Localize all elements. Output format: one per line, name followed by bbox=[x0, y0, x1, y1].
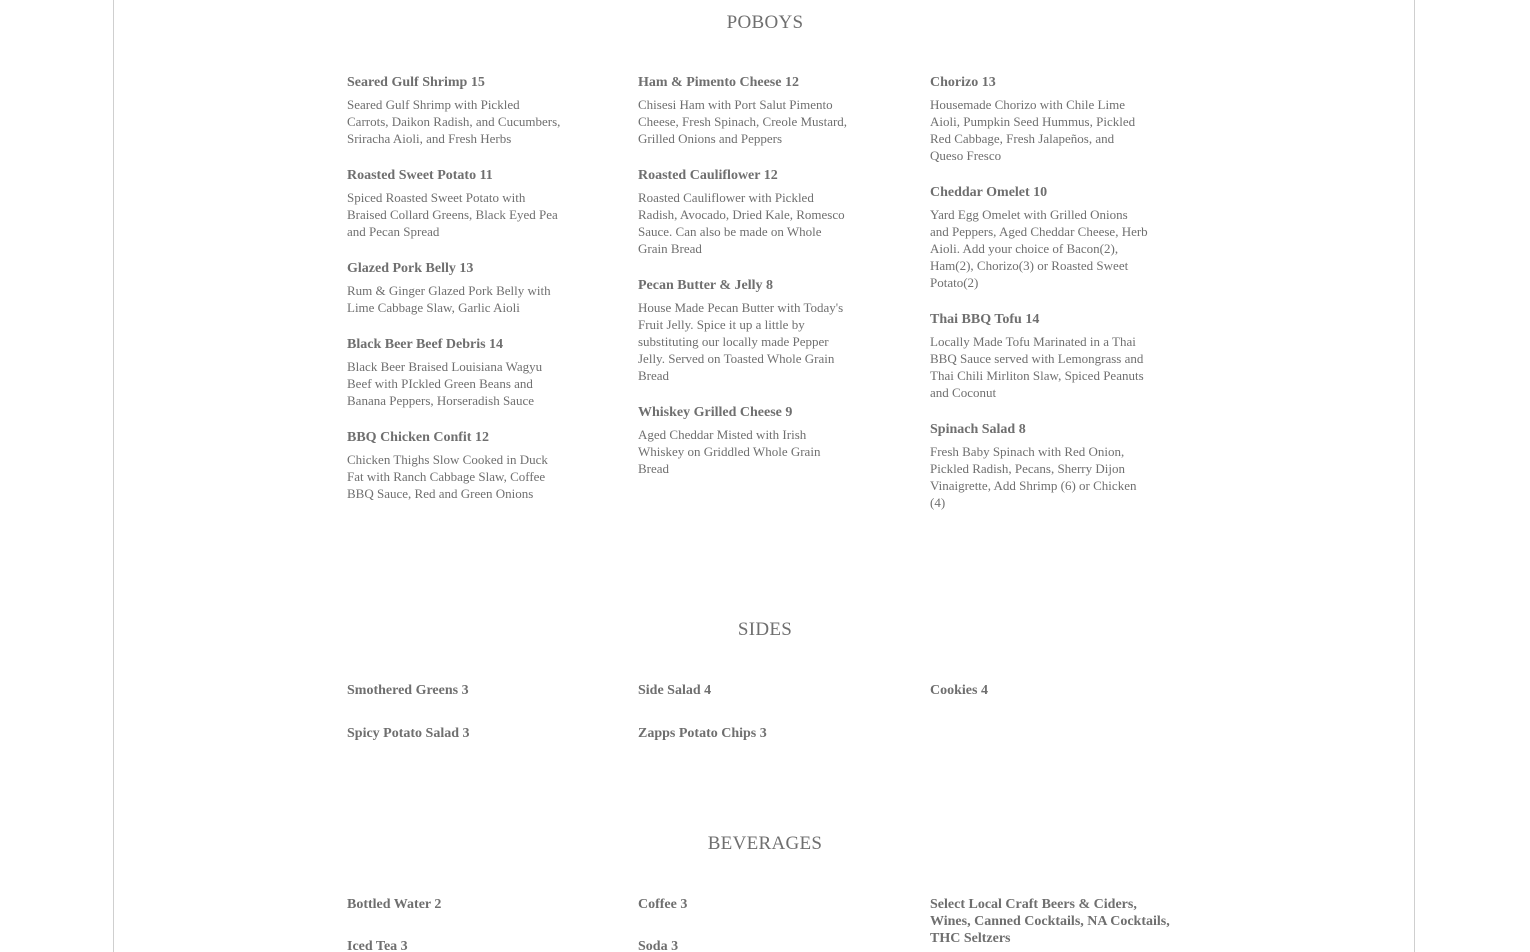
item-description: Spiced Roasted Sweet Potato with Braised Collard Greens, Black Eyed Pea and Pecan Spread bbox=[347, 190, 558, 239]
menu-item bbox=[638, 896, 860, 913]
item-name: Bottled Water 2 bbox=[347, 897, 442, 912]
poboys-column-1 bbox=[347, 74, 563, 522]
item-name: Cookies 4 bbox=[930, 683, 988, 698]
poboys-heading: POBOYS bbox=[726, 12, 804, 33]
item-name: Side Salad 4 bbox=[638, 683, 712, 698]
menu-item bbox=[638, 277, 854, 384]
item-name: BBQ Chicken Confit 12 bbox=[347, 430, 489, 445]
item-description: Fresh Baby Spinach with Red Onion, Pickled Radish, Pecans, Sherry Dijon Vinaigrette, Add Shrimp (6) or Chicken (4) bbox=[930, 444, 1137, 510]
item-name: Roasted Sweet Potato 11 bbox=[347, 168, 493, 183]
poboys-column-2 bbox=[638, 74, 854, 497]
item-description: Housemade Chorizo with Chile Lime Aioli, Pumpkin Seed Hummus, Pickled Red Cabbage, Fresh Jalapeños, and Queso Fresco bbox=[930, 97, 1136, 163]
item-description: Roasted Cauliflower with Pickled Radish, Avocado, Dried Kale, Romesco Sauce. Can also be made on Whole Grain Bread bbox=[638, 190, 845, 256]
item-name: Select Local Craft Beers & Ciders, Wines, Canned Cocktails, NA Cocktails, THC Seltzers bbox=[930, 897, 1170, 946]
item-name: Thai BBQ Tofu 14 bbox=[930, 312, 1040, 327]
item-name: Zapps Potato Chips 3 bbox=[638, 726, 767, 741]
item-name: Seared Gulf Shrimp 15 bbox=[347, 75, 485, 90]
item-description: Seared Gulf Shrimp with Pickled Carrots, Daikon Radish, and Cucumbers, Sriracha Aioli, and Fresh Herbs bbox=[347, 97, 561, 146]
menu-item bbox=[930, 896, 1180, 947]
menu-item bbox=[930, 184, 1148, 291]
menu-item bbox=[347, 725, 569, 742]
menu-item bbox=[638, 74, 854, 147]
item-description: Rum & Ginger Glazed Pork Belly with Lime Cabbage Slaw, Garlic Aioli bbox=[347, 283, 551, 315]
menu-item bbox=[930, 682, 1152, 699]
menu-item bbox=[347, 682, 569, 699]
sides-column-1 bbox=[347, 682, 569, 768]
item-name: Roasted Cauliflower 12 bbox=[638, 168, 778, 183]
menu-item bbox=[347, 429, 563, 502]
menu-item bbox=[638, 167, 854, 257]
item-description: Chicken Thighs Slow Cooked in Duck Fat with Ranch Cabbage Slaw, Coffee BBQ Sauce, Red and Green Onions bbox=[347, 452, 548, 501]
item-name: Chorizo 13 bbox=[930, 75, 996, 90]
item-name: Iced Tea 3 bbox=[347, 939, 408, 952]
poboys-column-3 bbox=[930, 74, 1148, 531]
menu-item bbox=[638, 725, 860, 742]
sides-column-3 bbox=[930, 682, 1152, 725]
menu-item bbox=[347, 260, 563, 316]
menu-item bbox=[638, 938, 860, 952]
item-name: Spinach Salad 8 bbox=[930, 422, 1026, 437]
item-name: Glazed Pork Belly 13 bbox=[347, 261, 474, 276]
item-name: Cheddar Omelet 10 bbox=[930, 185, 1048, 200]
sides-heading: SIDES bbox=[737, 619, 793, 640]
beverages-column-3 bbox=[930, 896, 1180, 952]
item-name: Whiskey Grilled Cheese 9 bbox=[638, 405, 793, 420]
item-name: Pecan Butter & Jelly 8 bbox=[638, 278, 774, 293]
item-description: House Made Pecan Butter with Today's Fruit Jelly. Spice it up a little by substituting our locally made Pepper Jelly. Served on Toasted Whole Grain Bread bbox=[638, 300, 844, 383]
menu-item bbox=[638, 682, 860, 699]
menu-item bbox=[347, 896, 569, 913]
menu-item bbox=[347, 336, 563, 409]
beverages-heading: BEVERAGES bbox=[707, 833, 823, 854]
menu-item bbox=[930, 421, 1148, 511]
beverages-column-1 bbox=[347, 896, 569, 952]
menu-item bbox=[930, 74, 1148, 164]
sides-column-2 bbox=[638, 682, 860, 768]
item-name: Coffee 3 bbox=[638, 897, 688, 912]
item-description: Black Beer Braised Louisiana Wagyu Beef with PIckled Green Beans and Banana Peppers, Horseradish Sauce bbox=[347, 359, 543, 408]
menu-item bbox=[638, 404, 854, 477]
item-name: Spicy Potato Salad 3 bbox=[347, 726, 470, 741]
item-description: Chisesi Ham with Port Salut Pimento Cheese, Fresh Spinach, Creole Mustard, Grilled Onions and Peppers bbox=[638, 97, 848, 146]
item-description: Yard Egg Omelet with Grilled Onions and Peppers, Aged Cheddar Cheese, Herb Aioli. Add your choice of Bacon(2), Ham(2), Chorizo(3) or Roasted Sweet Potato(2) bbox=[930, 207, 1148, 290]
item-name: Soda 3 bbox=[638, 939, 679, 952]
item-description: Locally Made Tofu Marinated in a Thai BBQ Sauce served with Lemongrass and Thai Chili Mirliton Slaw, Spiced Peanuts and Coconut bbox=[930, 334, 1144, 400]
menu-item bbox=[347, 74, 563, 147]
item-name: Smothered Greens 3 bbox=[347, 683, 469, 698]
item-name: Ham & Pimento Cheese 12 bbox=[638, 75, 799, 90]
menu-item bbox=[347, 167, 563, 240]
menu-item bbox=[347, 938, 569, 952]
item-description: Aged Cheddar Misted with Irish Whiskey on Griddled Whole Grain Bread bbox=[638, 427, 821, 476]
beverages-column-2 bbox=[638, 896, 860, 952]
item-name: Black Beer Beef Debris 14 bbox=[347, 337, 504, 352]
menu-item bbox=[930, 311, 1148, 401]
